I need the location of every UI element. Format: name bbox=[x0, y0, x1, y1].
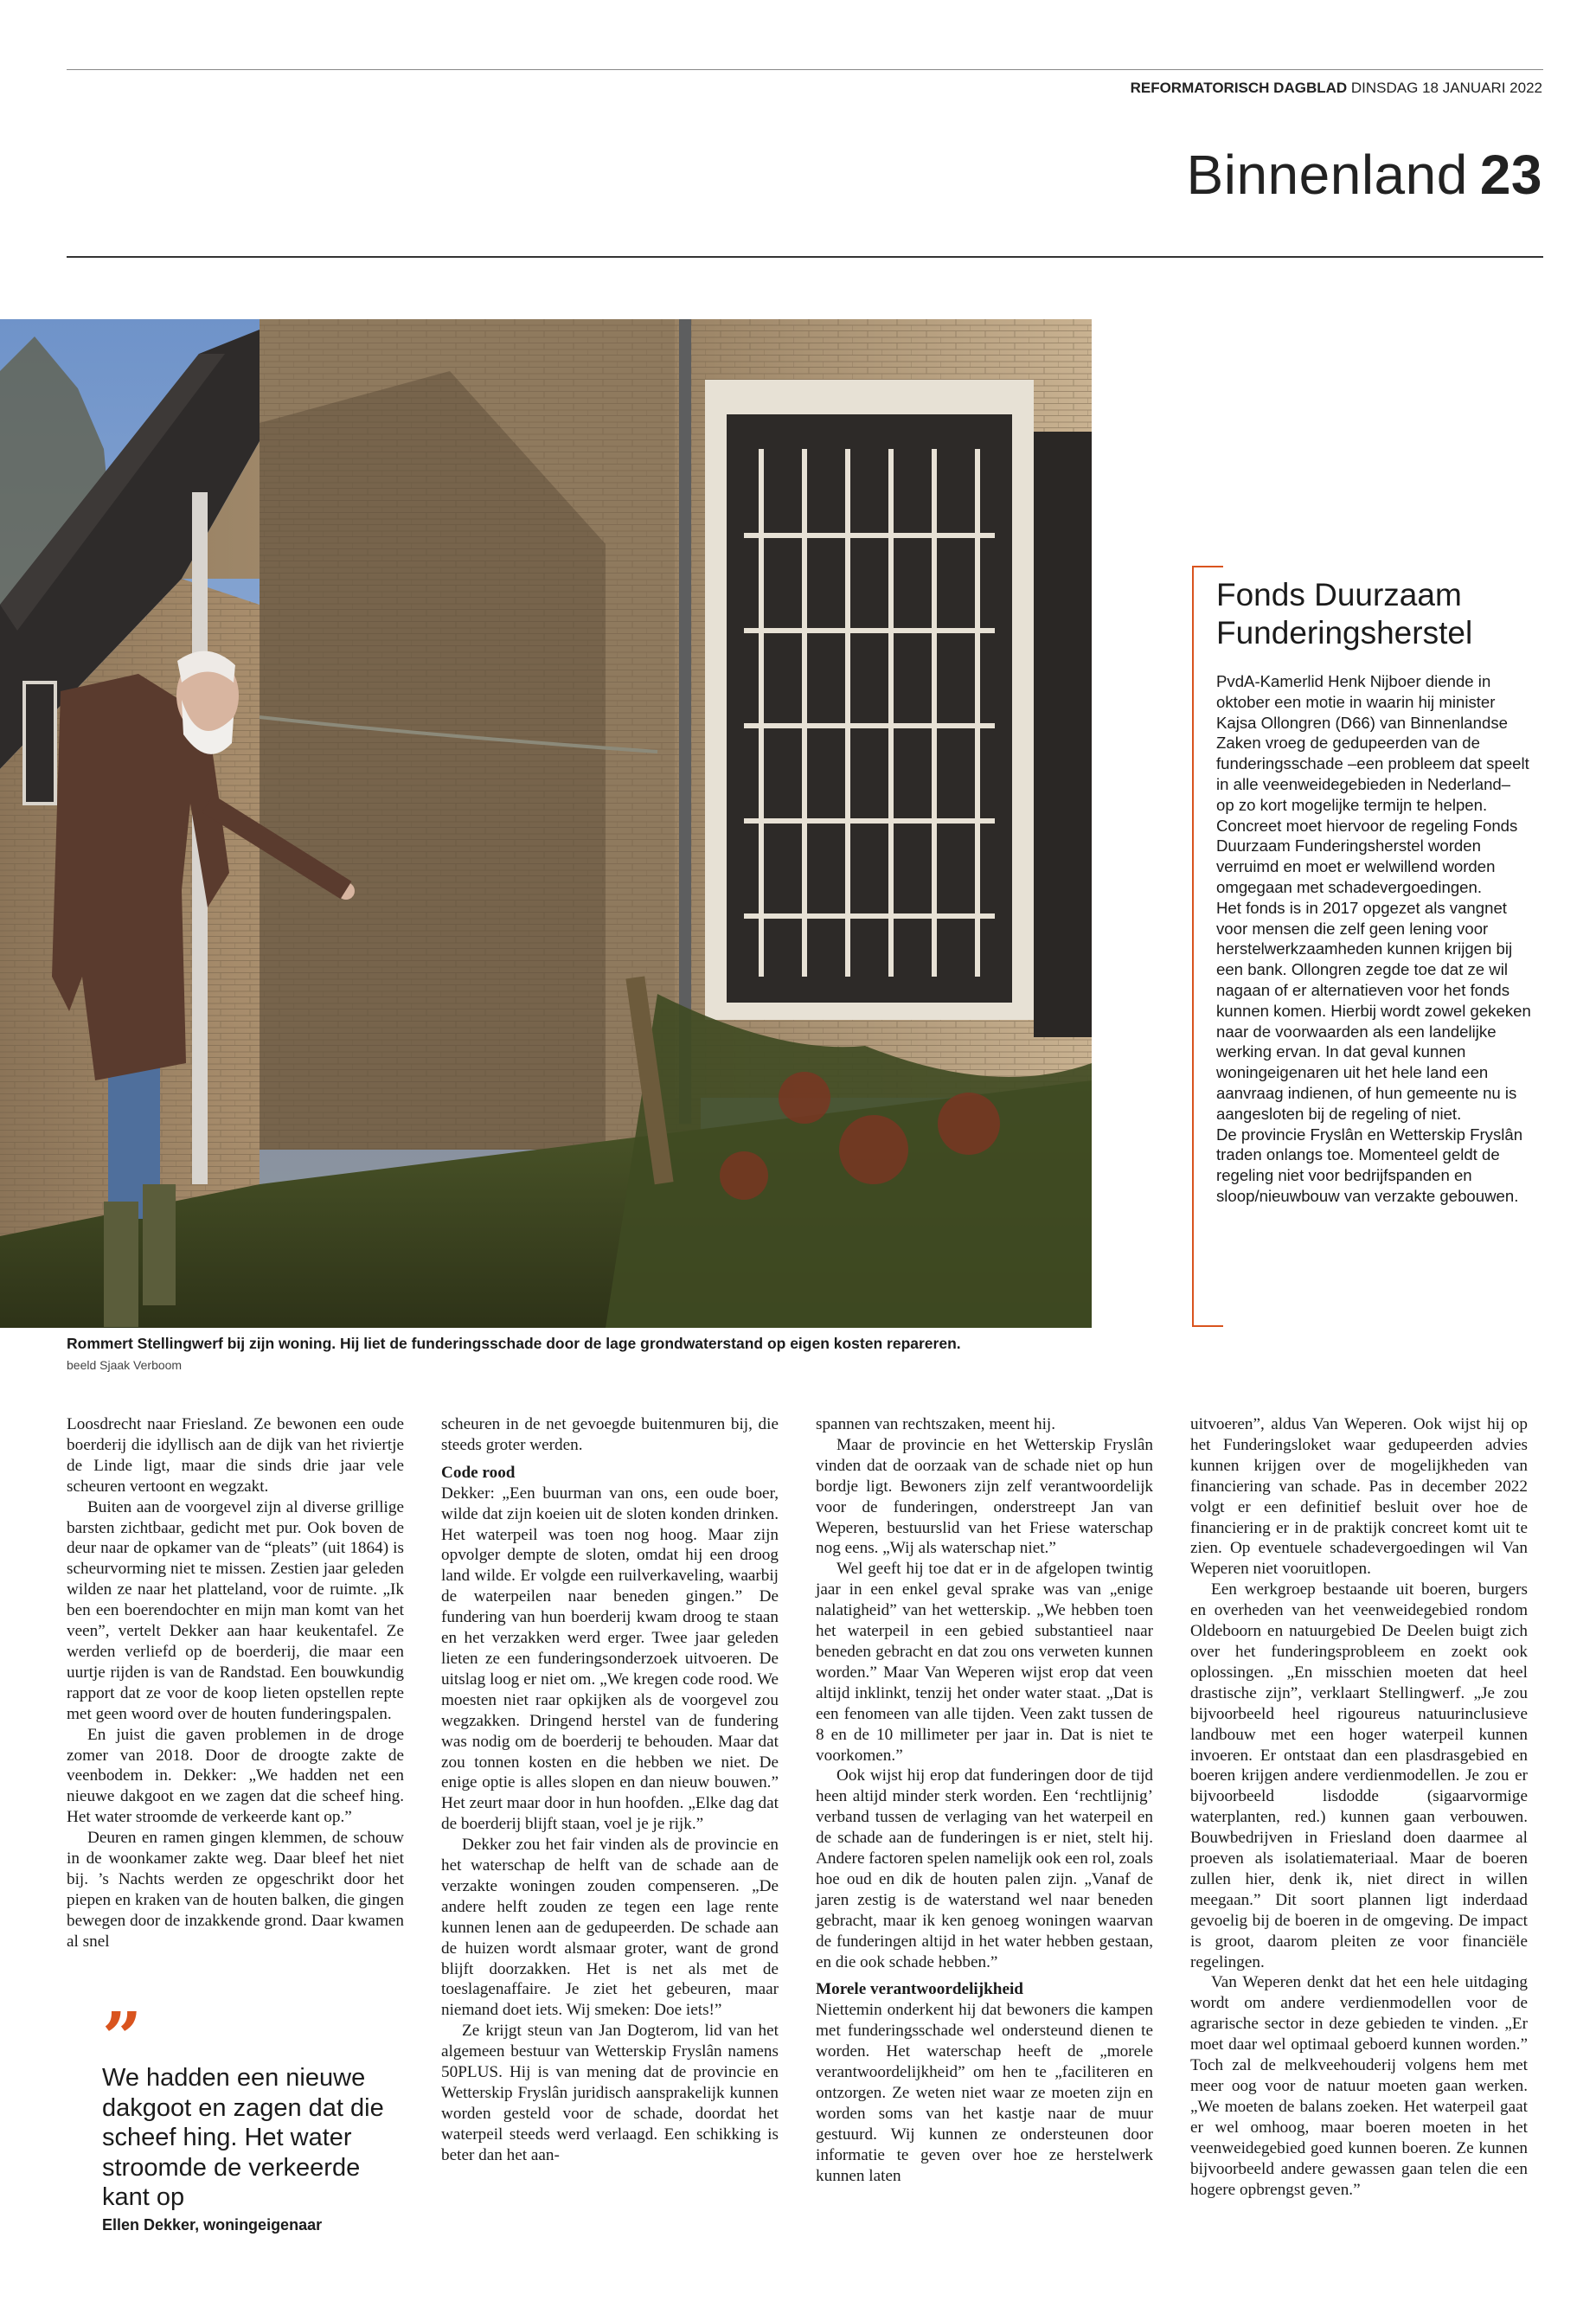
article-paragraph: Ook wijst hij erop dat funderingen door de tijd heen altijd minder sterk worden. Een ‘rechtlijnig’ verband tussen de verlaging van het waterpeil en de schade aan de funderingen is er niet, stelt hij. Andere factoren spelen namelijk ook een rol, zoals hoe oud en dik de houten palen zijn. „Vanaf de jaren zestig is de waterstand wel naar beneden gebracht, maar ik ken genoeg woningen waarvan de funderingen altijd in het water hebben gestaan, en die ook schade hebben.” bbox=[816, 1766, 1153, 1971]
article-paragraph: Buiten aan de voorgevel zijn al diverse grillige barsten zichtbaar, gedicht met pur. Ook boven de deur naar de opkamer van de “pleats” (uit 1864) is scheurvorming niet te missen. Zestien jaar geleden wilden ze naar het platteland, voor de ruimte. „Ik ben een boerendochter en mijn man komt van het veen”, vertelt Dekker aan haar keukentafel. Ze werden verliefd op de boerderij, die maar een uurtje rijden is van de Randstad. Een bouwkundig rapport dat ze voor de koop lieten opstellen repte met geen woord over de houten funderingspalen. bbox=[67, 1497, 404, 1723]
article-paragraph: En juist die gaven problemen in de droge zomer van 2018. Door de droogte zakte de veenbodem in. Dekker: „We hadden net een nieuwe dakgoot en we zagen dat die scheef hing. Het water stroomde de verkeerde kant op.” bbox=[67, 1725, 404, 1827]
article-photo bbox=[0, 319, 1092, 1328]
article-column-1 bbox=[67, 1414, 404, 1952]
article-column-2 bbox=[441, 1414, 779, 2166]
section-header bbox=[1187, 143, 1542, 207]
photo-credit: beeld Sjaak Verboom bbox=[67, 1358, 183, 1372]
quote-attribution: Ellen Dekker, woningeigenaar bbox=[102, 2215, 323, 2234]
photo-caption: Rommert Stellingwerf bij zijn woning. Hij liet de funderingsschade door de lage grondwaterstand op eigen kosten repareren. bbox=[67, 1335, 961, 1352]
section-title: Binnenland bbox=[1186, 144, 1468, 206]
article-paragraph: Van Weperen denkt dat het een hele uitdaging wordt om andere verdienmodellen voor de agrarische sector in deze gebieden te vinden. „Er moet daar wel optimaal geboerd kunnen worden.” Toch zal de melkveehouderij volgens hem met meer oog voor de natuur moeten gaan werken. „We moeten de balans zoeken. Het waterpeil gaat er wel omhoog, maar boeren moeten in het veenweidegebied goed kunnen boeren. Ze kunnen bijvoorbeeld andere gewassen gaan telen die een hogere opbrengst geven.” bbox=[1190, 1973, 1528, 2199]
article-paragraph: Een werkgroep bestaande uit boeren, burgers en overheden van het veenweidegebied rondom Oldeboorn en natuurgebied De Deelen buigt zich over het funderingsprobleem en zoekt ook oplossingen. „En misschien moeten dat heel drastische zijn”, verklaart Stellingwerf. „Je zou bijvoorbeeld heel rigoureus natuurinclusieve landbouw met een hoger waterpeil kunnen invoeren. Er ontstaat dan een plasdrasgebied en boeren krijgen andere verdienmodellen. Je zou er bijvoorbeeld lisdodde (sigaarvormige waterplanten, red.) kunnen gaan verbouwen. Bouwbedrijven in Friesland doen daarmee al proeven als isolatiemateriaal. Maar de boeren zullen hier, denk ik, niet direct in willen meegaan.” Dit soort plannen ligt inderdaad gevoelig bij de boeren in de omgeving. De impact is groot, daarom pleiten ze voor financiële regelingen. bbox=[1190, 1580, 1528, 1971]
sidebar-top-tick bbox=[1194, 566, 1223, 567]
article-paragraph: Dekker: „Een buurman van ons, een oude boer, wilde dat zijn koeien uit de sloten konden drinken. Het waterpeil was toen nog hoog. Maar zijn opvolger dempte de sloten, omdat hij een droog land wilde. Er volgde een ruilverkaveling, waarbij de waterpeilen naar beneden gingen.” De fundering van hun boerderij kwam droog te staan en het verzakken werd erger. Twee jaar geleden lieten ze een funderingsonderzoek uitvoeren. De uitslag loog er niet om. „We kregen code rood. We moesten niet raar opkijken als de voorgevel zou wegzakken. Dringend herstel van de fundering was nodig om de boerderij te behouden. Maar dat zou tonnen kosten en die hebben we niet. De enige optie is alles slopen en dan nieuw bouwen.” Het zeurt maar door in hun hoofden. „Elke dag dat de boerderij blijft staan, voel je je rijk.” bbox=[441, 1484, 779, 1834]
quote-mark-icon: ” bbox=[102, 1997, 143, 2078]
article-paragraph: Niettemin onderkent hij dat bewoners die kampen met funderingsschade wel ondersteund dienen te worden. Het waterschap heeft de „morele verantwoordelijkheid” om hen te „faciliteren en ontzorgen. Ze weten niet waar ze moeten zijn en worden soms van het kastje naar de muur gestuurd. Wij kunnen ze ondersteunen door informatie te geven over hoe ze herstelwerk kunnen laten bbox=[816, 2001, 1153, 2185]
article-paragraph: Loosdrecht naar Friesland. Ze bewonen een oude boerderij die idyllisch aan de dijk van het riviertje de Linde ligt, maar die sinds drie jaar vele scheuren vertoont en wegzakt. bbox=[67, 1415, 404, 1496]
article-paragraph: Maar de provincie en het Wetterskip Fryslân vinden dat de oorzaak van de schade niet op hun bordje ligt. Bewoners zijn zelf verantwoordelijk voor de funderingen, onderstreept Jan van Weperen, bestuurslid van het Friese waterschap nog eens. „Wij als waterschap niet.” bbox=[816, 1435, 1153, 1558]
page-number: 23 bbox=[1479, 144, 1542, 206]
article-column-4 bbox=[1190, 1414, 1528, 2200]
sidebar-paragraph: PvdA-Kamerlid Henk Nijboer diende in oktober een motie in waarin hij minister Kajsa Ollongren (D66) van Binnenlandse Zaken vroeg de gedupeerden van de funderingsschade –een probleem dat speelt in alle veenweidegebieden in Nederland– op zo kort mogelijke termijn te helpen. Concreet moet hiervoor de regeling Fonds Duurzaam Funderingsherstel worden verruimd en moet er welwillend worden omgegaan met schadevergoedingen. bbox=[1216, 672, 1529, 896]
sidebar-bottom-tick bbox=[1194, 1325, 1223, 1327]
article-paragraph: spannen van rechtszaken, meent hij. bbox=[816, 1415, 1056, 1433]
top-rule bbox=[67, 69, 1543, 70]
article-paragraph: Wel geeft hij toe dat er in de afgelopen twintig jaar in een enkel geval sprake was van „enige nalatigheid” van het wetterskip. „We hebben toen het waterpeil in een gebied substantieel naar beneden gebracht en dat zou ons verweten kunnen worden.” Maar Van Weperen wijst erop dat veen altijd inklinkt, tenzij het onder water staat. „Dat is een fenomeen van alle tijden. Veen zakt tussen de 8 en de 10 millimeter per jaar in. Dat is niet te voorkomen.” bbox=[816, 1560, 1153, 1765]
publication-date: DINSDAG 18 JANUARI 2022 bbox=[1350, 80, 1542, 96]
sidebar-title: Fonds Duurzaam Funderingsherstel bbox=[1216, 577, 1473, 651]
sidebar-body bbox=[1216, 671, 1532, 1207]
pull-quote bbox=[102, 1997, 396, 2234]
article-paragraph: scheuren in de net gevoegde buitenmuren bij, die steeds groter werden. bbox=[441, 1415, 779, 1454]
sidebar-paragraph: Het fonds is in 2017 opgezet als vangnet voor mensen die zelf geen lening voor herstelwerkzaamheden kunnen krijgen bij een bank. Ollongren zegde toe dat ze wil nagaan of er alternatieven voor het fonds kunnen komen. Hierbij wordt zowel gekeken naar de voorwaarden als een landelijke werking ervan. In dat geval kunnen woningeigenaren uit het hele land een aanvraag indienen, of hun gemeente nu is aangesloten bij de regeling of niet. bbox=[1216, 898, 1531, 1123]
article-subheading: Code rood bbox=[441, 1463, 516, 1482]
article-column-3 bbox=[816, 1414, 1153, 2187]
sidebar-box bbox=[1192, 566, 1540, 1327]
photo-illustration bbox=[0, 319, 1092, 1328]
article-paragraph: Deuren en ramen gingen klemmen, de schouw in de woonkamer zakte weg. Daar bleef het niet bij. ’s Nachts werden ze opgeschrikt door het piepen en kraken van de houten balken, die gingen bewegen door de inzakkende grond. Daar kwamen al snel bbox=[67, 1829, 404, 1951]
publication-name: REFORMATORISCH DAGBLAD bbox=[1130, 80, 1348, 96]
quote-text: We hadden een nieuwe dakgoot en zagen dat die scheef hing. Het water stroomde de verkeerde kant op bbox=[102, 2064, 384, 2211]
article-paragraph: Dekker zou het fair vinden als de provincie en het waterschap de helft van de schade aan de verzakte woningen zouden compenseren. „De andere helft zouden ze tegen een lage rente kunnen lenen aan de gedupeerden. De schade aan de huizen wordt alsmaar groter, want de grond blijft doorzakken. Het is net als met de toeslagenaffaire. Je ziet het gebeuren, maar niemand doet iets. Wij smeken: Doe iets!” bbox=[441, 1836, 779, 2020]
article-paragraph: Ze krijgt steun van Jan Dogterom, lid van het algemeen bestuur van Wetterskip Fryslân namens 50PLUS. Hij is van mening dat de provincie en Wetterskip Fryslân juridisch aansprakelijk kunnen worden gesteld voor de schade, doordat het waterpeil steeds werd verlaagd. Een schikking is beter dan het aan- bbox=[441, 2022, 779, 2164]
sidebar-paragraph: De provincie Fryslân en Wetterskip Fryslân traden onlangs toe. Momenteel geldt de regeling niet voor bedrijfspanden en sloop/nieuwbouw van verzakte gebouwen. bbox=[1216, 1125, 1523, 1205]
section-rule bbox=[67, 256, 1543, 258]
article-paragraph: uitvoeren”, aldus Van Weperen. Ook wijst hij op het Funderingsloket waar gedupeerden advies kunnen krijgen over de mogelijkheden van financiering van schade. Pas in december 2022 volgt er een definitief besluit over hoe de financiering er in de praktijk concreet komt uit te zien. Op eventuele schadevergoedingen wil Van Weperen niet vooruitlopen. bbox=[1190, 1415, 1528, 1579]
article-subheading: Morele verantwoordelijkheid bbox=[816, 1980, 1023, 1999]
masthead bbox=[1131, 80, 1542, 97]
